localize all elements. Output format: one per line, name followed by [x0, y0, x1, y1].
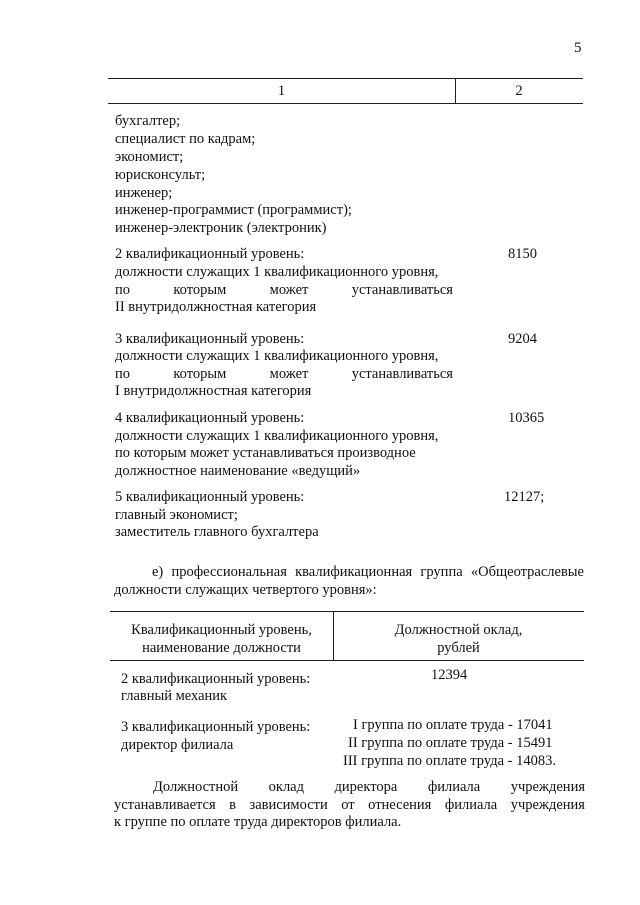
section-e-line1: е) профессиональная квалификационная группа «Общеотраслевые: [152, 564, 584, 580]
level-category: I внутридолжностная категория: [115, 383, 312, 399]
table1-top-border: [108, 78, 583, 79]
row-level: 2 квалификационный уровень:: [121, 671, 311, 687]
level-salary: 12127;: [504, 489, 545, 505]
table2-top-border: [110, 611, 584, 612]
row-salary-group-3: III группа по оплате труда - 14083.: [343, 753, 556, 769]
table1-header-col2: 2: [515, 83, 523, 99]
row-position: директор филиала: [121, 737, 234, 753]
table2-header-col1: Квалификационный уровень, наименование должности: [131, 622, 312, 656]
list-item: специалист по кадрам;: [115, 131, 256, 147]
note-line3: к группе по оплате труда директоров филиала.: [114, 814, 402, 830]
list-item: инженер-электроник (электроник): [115, 220, 327, 236]
level-desc: должности служащих 1 квалификационного уровня,: [115, 264, 439, 280]
row-salary-group-1: I группа по оплате труда - 17041: [353, 717, 553, 733]
list-item: инженер;: [115, 185, 173, 201]
level-category: заместитель главного бухгалтера: [115, 524, 319, 540]
list-item: экономист;: [115, 149, 184, 165]
list-item: бухгалтер;: [115, 113, 181, 129]
level-salary: 8150: [508, 246, 537, 262]
level-desc: главный экономист;: [115, 507, 238, 523]
section-e-line2: должности служащих четвертого уровня»:: [114, 582, 377, 598]
table2-header-bottom-border: [110, 660, 584, 661]
level-salary: 9204: [508, 331, 537, 347]
row-salary-group-2: II группа по оплате труда - 15491: [348, 735, 553, 751]
level-salary: 10365: [508, 410, 545, 426]
level-desc: должности служащих 1 квалификационного уровня,: [115, 348, 439, 364]
level-title: 2 квалификационный уровень:: [115, 246, 305, 262]
list-item: юрисконсульт;: [115, 167, 206, 183]
level-title: 3 квалификационный уровень:: [115, 331, 305, 347]
row-salary: 12394: [431, 667, 468, 683]
level-desc-justified: по которым может устанавливаться: [115, 282, 453, 298]
table1-header-col1: 1: [277, 83, 286, 99]
level-category: II внутридолжностная категория: [115, 299, 317, 315]
level-title: 5 квалификационный уровень:: [115, 489, 305, 505]
level-category: должностное наименование «ведущий»: [115, 463, 361, 479]
page-number: 5: [574, 40, 582, 56]
level-title: 4 квалификационный уровень:: [115, 410, 305, 426]
table1-header-bottom-border: [108, 103, 583, 104]
level-desc: по которым может устанавливаться производное: [115, 445, 416, 461]
row-position: главный механик: [121, 688, 228, 704]
note-line2: устанавливается в зависимости от отнесения филиала учреждения: [114, 797, 585, 813]
table2-header-col2: Должностной оклад, рублей: [394, 622, 523, 656]
note-line1: Должностной оклад директора филиала учреждения: [153, 779, 585, 795]
level-desc: должности служащих 1 квалификационного уровня,: [115, 428, 439, 444]
list-item: инженер-программист (программист);: [115, 202, 352, 218]
row-level: 3 квалификационный уровень:: [121, 719, 311, 735]
level-desc-justified: по которым может устанавливаться: [115, 366, 453, 382]
